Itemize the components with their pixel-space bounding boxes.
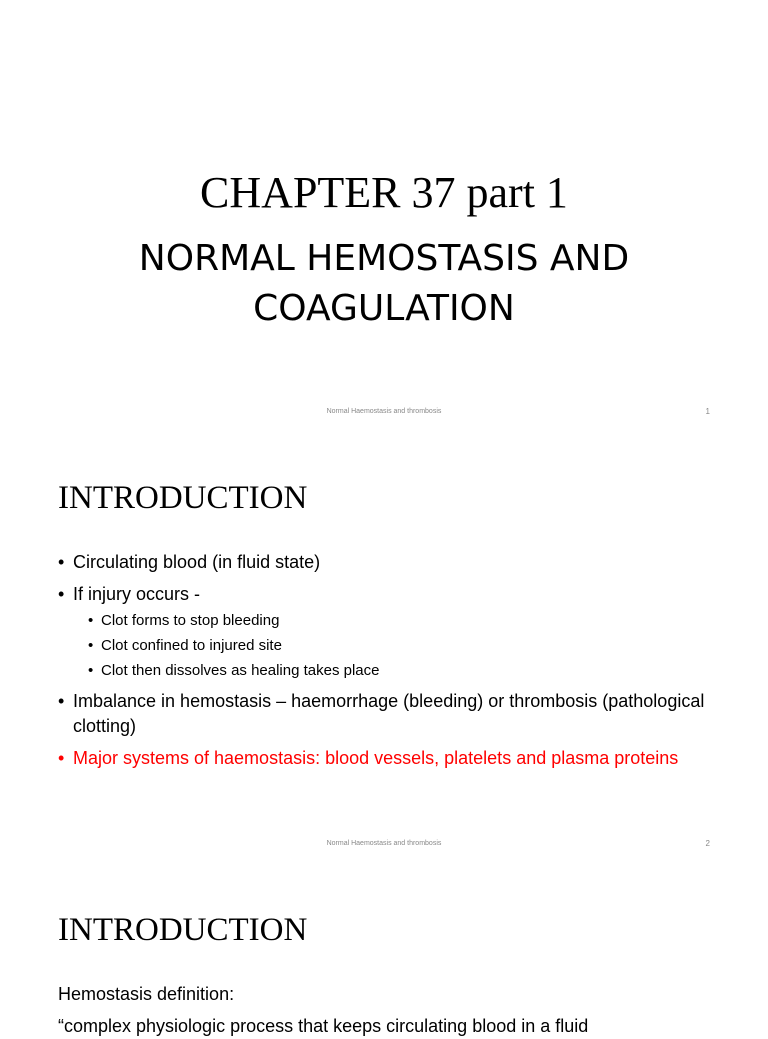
- slide-footer: Normal Haemostasis and thrombosis: [326, 840, 442, 847]
- definition-text: “complex physiologic process that keeps circulating blood in a fluid: [58, 1016, 589, 1036]
- bullet-list: [58, 550, 718, 778]
- slide-heading: INTRODUCTION: [58, 480, 308, 516]
- page-number: 1: [705, 407, 710, 416]
- sub-bullet-item: • Clot then dissolves as healing takes place: [88, 660, 718, 682]
- page-number: 2: [705, 839, 710, 848]
- definition-label: Hemostasis definition:: [58, 984, 235, 1004]
- bullet-item-highlighted: • Major systems of haemostasis: blood vessels, platelets and plasma proteins: [58, 746, 718, 771]
- slide-1: [0, 0, 768, 432]
- slide-footer: Normal Haemostasis and thrombosis: [326, 408, 442, 415]
- bullet-item: • Circulating blood (in fluid state): [58, 550, 718, 575]
- sub-bullet-item: • Clot confined to injured site: [88, 635, 718, 657]
- slide-subtitle-line-2: COAGULATION: [253, 288, 515, 329]
- slide-3: [0, 864, 768, 1036]
- bullet-item: • If injury occurs - • Clot forms to stop bleeding • Clot confined to injured site • Clot then dissolves as healing takes place: [58, 582, 718, 682]
- bullet-item: • Imbalance in hemostasis – haemorrhage (bleeding) or thrombosis (pathological clotting): [58, 689, 718, 739]
- slide-heading: INTRODUCTION: [58, 912, 308, 948]
- chapter-title: CHAPTER 37 part 1: [200, 168, 568, 217]
- slide-subtitle-line-1: NORMAL HEMOSTASIS AND: [138, 238, 630, 279]
- slide-2: [0, 432, 768, 864]
- sub-bullet-item: • Clot forms to stop bleeding: [88, 610, 718, 632]
- sub-bullet-list: [73, 610, 718, 682]
